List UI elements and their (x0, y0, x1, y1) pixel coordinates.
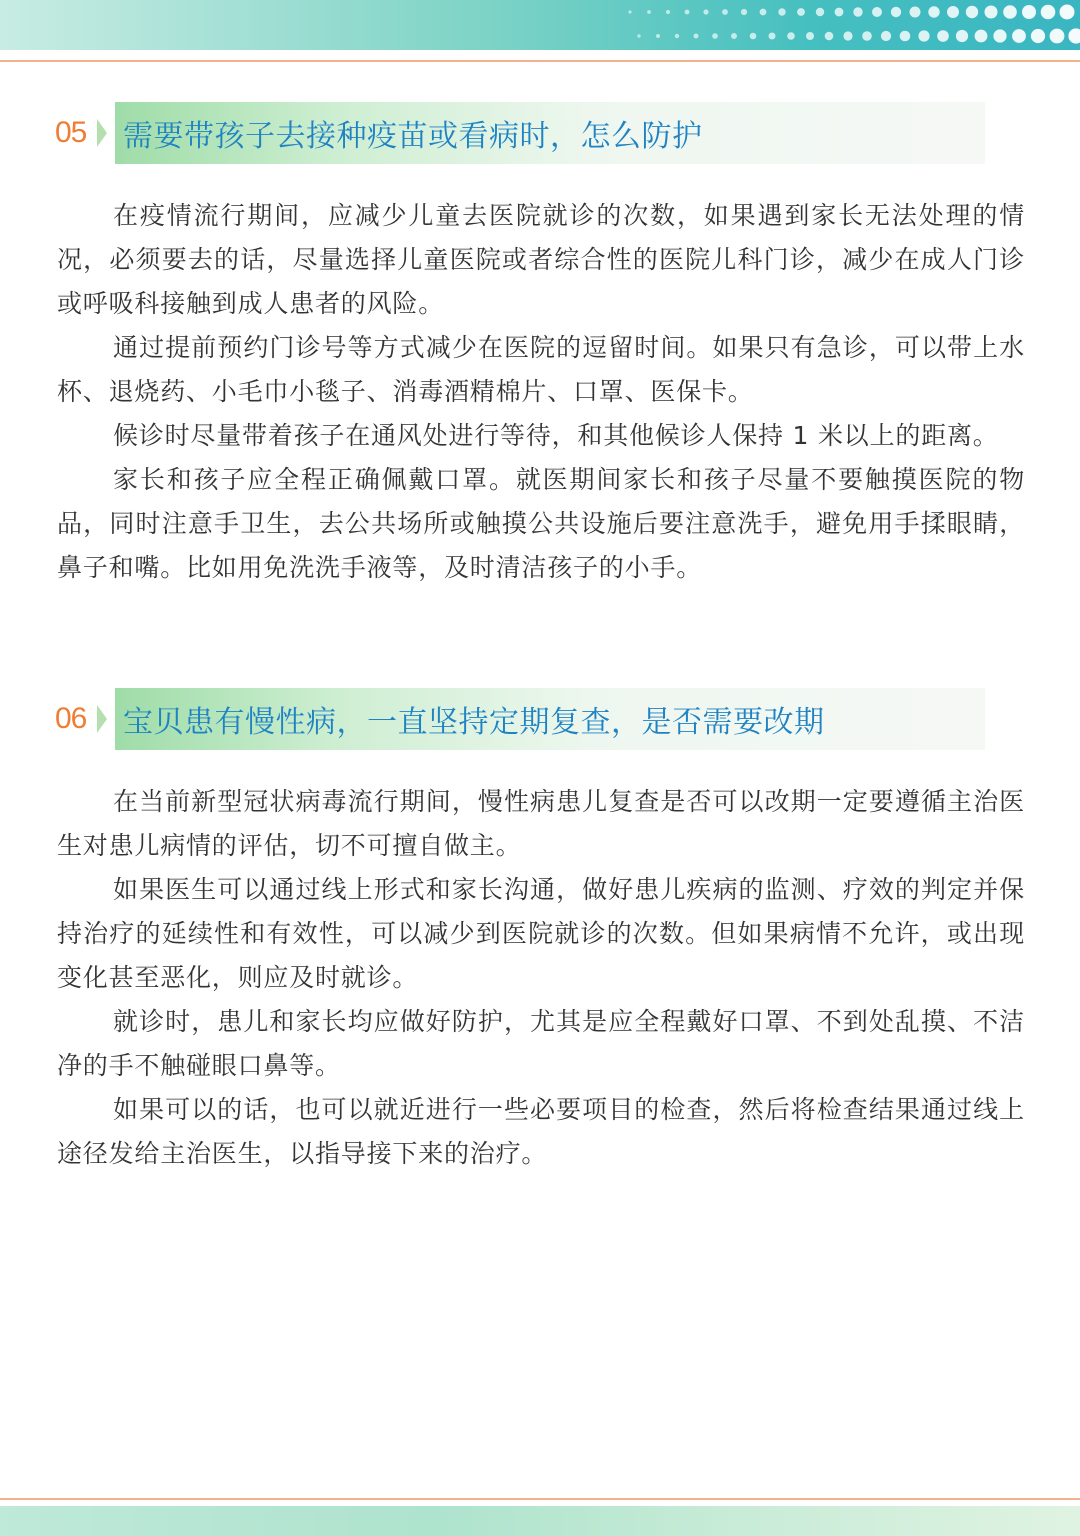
paragraph: 如果医生可以通过线上形式和家长沟通，做好患儿疾病的监测、疗效的判定并保持治疗的延续性和有效性，可以减少到医院就诊的次数。但如果病情不允许，或出现变化甚至恶化，则应及时就诊。 (57, 875, 1025, 992)
decorative-dot (637, 34, 640, 37)
decorative-dot (1050, 29, 1065, 44)
decorative-dot (666, 10, 670, 14)
section-title: 宝贝患有慢性病，一直坚持定期复查，是否需要改期 (123, 705, 825, 740)
bottom-divider-line (0, 1498, 1080, 1500)
decorative-dot (787, 32, 795, 40)
decorative-dot (918, 30, 929, 41)
decorative-dot (993, 29, 1006, 42)
paragraph: 家长和孩子应全程正确佩戴口罩。就医期间家长和孩子尽量不要触摸医院的物品，同时注意手卫生，去公共场所或触摸公共设施后要注意洗手，避免用手揉眼睛，鼻子和嘴。比如用免洗洗手液等，及时清洁孩子的小手。 (57, 465, 1025, 582)
decorative-dot (1041, 5, 1056, 20)
decorative-dot (872, 7, 882, 17)
section-title: 需要带孩子去接种疫苗或看病时，怎么防护 (123, 119, 703, 154)
decorative-dot (1068, 28, 1080, 43)
decorative-dot (656, 34, 660, 38)
section-title-band (115, 688, 985, 750)
decorative-dot (1012, 29, 1026, 43)
section-05-body (57, 194, 1025, 590)
paragraph: 通过提前预约门诊号等方式减少在医院的逗留时间。如果只有急诊，可以带上水杯、退烧药、小毛巾小毯子、消毒酒精棉片、口罩、医保卡。 (57, 333, 1025, 406)
top-divider-line (0, 60, 1080, 62)
section-06-body (57, 780, 1025, 1176)
decorative-dot (881, 31, 891, 41)
decorative-dot (910, 7, 921, 18)
decorative-dot (900, 31, 911, 42)
decorative-dot (722, 9, 728, 15)
decorative-dot (956, 30, 968, 42)
paragraph: 就诊时，患儿和家长均应做好防护，尤其是应全程戴好口罩、不到处乱摸、不洁净的手不触碰眼口鼻等。 (57, 1007, 1025, 1080)
decorative-dot (628, 10, 631, 13)
decorative-dot (750, 33, 757, 40)
decorative-dot (1031, 29, 1045, 43)
top-decorative-banner (0, 0, 1080, 50)
decorative-dot (694, 34, 699, 39)
decorative-dot (1060, 5, 1075, 20)
decorative-dot (741, 9, 747, 15)
decorative-dot (731, 33, 737, 39)
dot-pattern-decoration (0, 0, 1080, 50)
chevron-right-icon (97, 705, 107, 733)
decorative-dot (712, 33, 718, 39)
section-title-band (115, 102, 985, 164)
section-number: 05 (55, 116, 87, 149)
decorative-dot (862, 31, 872, 41)
decorative-dot (947, 6, 959, 18)
paragraph: 在疫情流行期间，应减少儿童去医院就诊的次数，如果遇到家长无法处理的情况，必须要去的话，尽量选择儿童医院或者综合性的医院儿科门诊，减少在成人门诊或呼吸科接触到成人患者的风险。 (57, 201, 1025, 318)
decorative-dot (835, 8, 844, 17)
decorative-dot (1003, 5, 1017, 19)
chevron-right-icon (97, 119, 107, 147)
decorative-dot (797, 8, 805, 16)
paragraph: 在当前新型冠状病毒流行期间，慢性病患儿复查是否可以改期一定要遵循主治医生对患儿病情的评估，切不可擅自做主。 (57, 787, 1025, 860)
decorative-dot (853, 7, 862, 16)
decorative-dot (985, 6, 998, 19)
decorative-dot (675, 34, 679, 38)
decorative-dot (1022, 5, 1036, 19)
decorative-dot (685, 10, 690, 15)
decorative-dot (760, 9, 767, 16)
bottom-decorative-banner (0, 1506, 1080, 1536)
section-number: 06 (55, 702, 87, 735)
paragraph: 候诊时尽量带着孩子在通风处进行等待，和其他候诊人保持 1 米以上的距离。 (113, 421, 999, 450)
section-05-heading (55, 102, 985, 164)
section-06-heading (55, 688, 985, 750)
decorative-dot (703, 9, 708, 14)
decorative-dot (937, 30, 949, 42)
paragraph: 如果可以的话，也可以就近进行一些必要项目的检查，然后将检查结果通过线上途径发给主治医生，以指导接下来的治疗。 (57, 1095, 1025, 1168)
decorative-dot (806, 32, 814, 40)
decorative-dot (843, 31, 852, 40)
decorative-dot (769, 33, 776, 40)
decorative-dot (966, 6, 978, 18)
decorative-dot (928, 6, 939, 17)
decorative-dot (825, 32, 834, 41)
decorative-dot (816, 8, 824, 16)
decorative-dot (647, 10, 651, 14)
decorative-dot (778, 8, 785, 15)
decorative-dot (891, 7, 901, 17)
decorative-dot (975, 30, 988, 43)
